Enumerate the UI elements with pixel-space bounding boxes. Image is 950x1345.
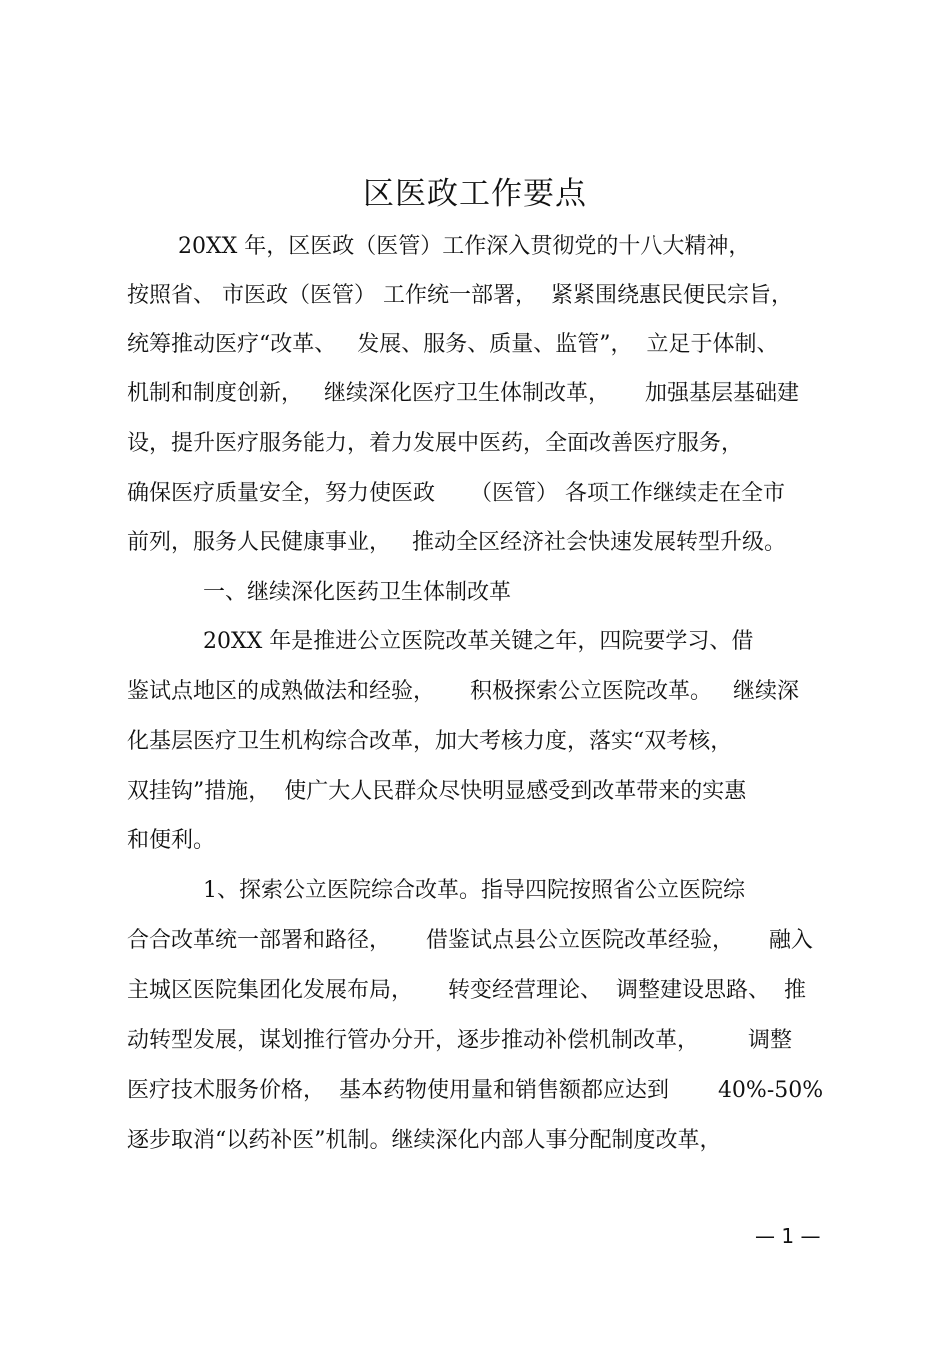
- paragraph-line: 双挂钩”措施， 使广大人民群众尽快明显感受到改革带来的实惠: [127, 779, 747, 804]
- page-number: — 1 —: [755, 1224, 821, 1248]
- paragraph-line: 合合改革统一部署和路径， 借鉴试点县公立医院改革经验， 融入: [127, 928, 813, 953]
- paragraph-line: 化基层医疗卫生机构综合改革，加大考核力度，落实“双考核，: [127, 729, 733, 754]
- paragraph-line: 鉴试点地区的成熟做法和经验， 积极探索公立医院改革。 继续深: [127, 679, 799, 704]
- paragraph-line: 统筹推动医疗“改革、 发展、服务、质量、监管”， 立足于体制、: [127, 332, 779, 357]
- paragraph-line: 20XX 年是推进公立医院改革关键之年，四院要学习、借: [203, 629, 754, 654]
- paragraph-line: 1、探索公立医院综合改革。指导四院按照省公立医院综: [203, 878, 745, 903]
- document-title: 区医政工作要点: [363, 176, 587, 212]
- paragraph-line: 和便利。: [127, 828, 216, 853]
- paragraph-line: 确保医疗质量安全，努力使医政 （医管） 各项工作继续走在全市: [127, 481, 785, 506]
- paragraph-line: 前列，服务人民健康事业， 推动全区经济社会快速发展转型升级。: [127, 530, 786, 555]
- paragraph-line: 主城区医院集团化发展布局， 转变经营理论、 调整建设思路、 推: [127, 978, 806, 1003]
- paragraph-line: 20XX 年，区医政（医管）工作深入贯彻党的十八大精神，: [178, 234, 751, 259]
- paragraph-line: 医疗技术服务价格， 基本药物使用量和销售额都应达到 40%-50%: [127, 1078, 824, 1103]
- section-heading: 一、继续深化医药卫生体制改革: [203, 580, 512, 605]
- paragraph-line: 动转型发展，谋划推行管办分开，逐步推动补偿机制改革， 调整: [127, 1028, 792, 1053]
- paragraph-line: 机制和制度创新， 继续深化医疗卫生体制改革， 加强基层基础建: [127, 381, 799, 406]
- paragraph-line: 逐步取消“以药补医”机制。继续深化内部人事分配制度改革，: [127, 1128, 722, 1153]
- paragraph-line: 按照省、 市医政（医管） 工作统一部署， 紧紧围绕惠民便民宗旨，: [127, 283, 793, 308]
- paragraph-line: 设，提升医疗服务能力，着力发展中医药，全面改善医疗服务，: [127, 431, 744, 456]
